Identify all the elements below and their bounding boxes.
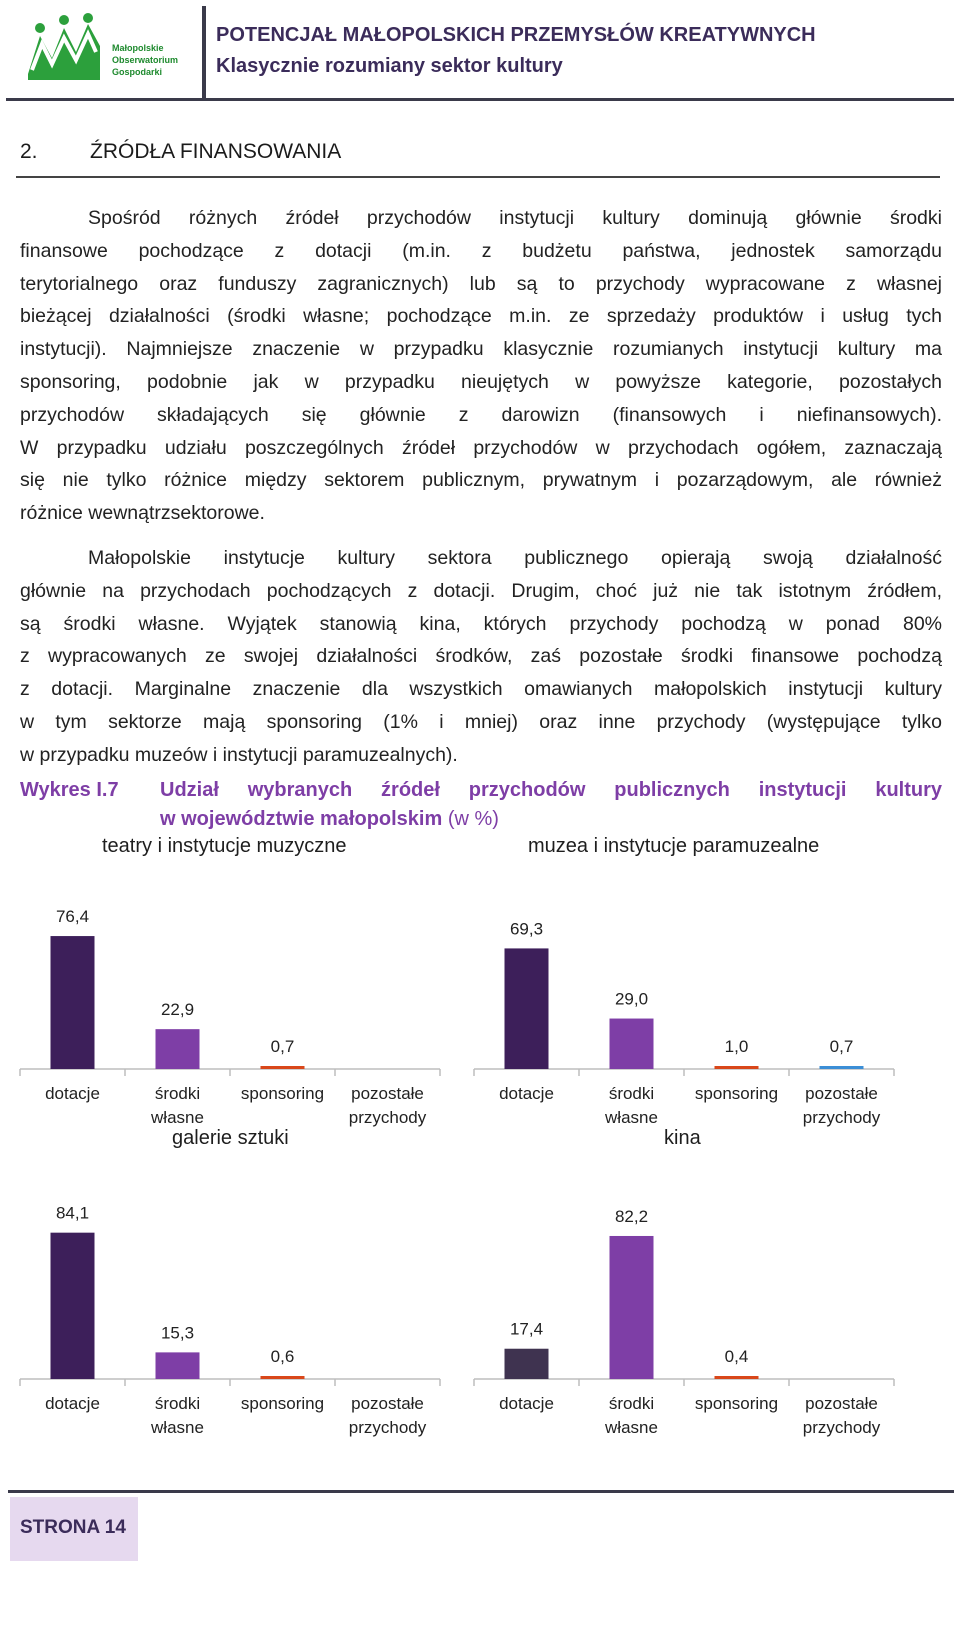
category-label: przychody [802, 1418, 881, 1437]
bar [261, 1376, 305, 1379]
bar [505, 948, 549, 1069]
data-label: 15,3 [160, 1323, 195, 1343]
bar [51, 936, 95, 1069]
category-label: środki [154, 1084, 201, 1103]
category-label: przychody [802, 1108, 881, 1127]
data-label: 17,4 [509, 1319, 544, 1339]
chart-title: kina [664, 1127, 701, 1149]
section-number: 2. [20, 140, 38, 163]
header-divider [202, 6, 206, 98]
data-label: 0,6 [270, 1347, 295, 1366]
data-label: 1,0 [724, 1037, 749, 1056]
paragraph-line: różnice wewnątrzsektorowe. [20, 502, 265, 525]
data-label: 29,0 [614, 989, 649, 1009]
bar [51, 1233, 95, 1379]
paragraph-line: przychodów składających się głównie z darowizn (finansowych i niefinansowych). [20, 403, 942, 426]
paragraph-line: W przypadku udziału poszczególnych źródeł przychodów w przychodach ogółem, zaznaczają [20, 436, 942, 459]
paragraph-line: głównie na przychodach pochodzących z dotacji. Drugim, choć już nie tak istotnym źródłem, [20, 579, 942, 602]
paragraph-line: z dotacji. Marginalne znaczenie dla wszystkich omawianych małopolskich instytucji kultury [20, 678, 942, 701]
category-label: pozostałe [351, 1394, 424, 1413]
page-header [16, 6, 954, 98]
chart-caption-title-line2: w województwie małopolskim (w %) [160, 808, 499, 830]
category-label: środki [608, 1394, 655, 1413]
logo-text: Małopolskie Obserwatorium Gospodarki [112, 43, 179, 77]
paragraph-line: sponsoring, podobnie jak w przypadku nieujętych w powyższe kategorie, pozostałych [20, 370, 942, 393]
paragraph-line: terytorialnego oraz funduszy zagranicznych) lub są to przychody wypracowane z własnej [20, 272, 942, 295]
data-label: 69,3 [509, 919, 544, 939]
chart-caption-title-line1: Udział wybranych źródeł przychodów publicznych instytucji kultury [160, 779, 942, 801]
chart-title: galerie sztuki [172, 1127, 289, 1149]
header-rule [6, 98, 954, 101]
bar [715, 1376, 759, 1379]
chart-plot-area [20, 867, 460, 1139]
category-label: dotacje [499, 1084, 554, 1103]
category-label: pozostałe [805, 1084, 878, 1103]
data-label: 0,7 [270, 1037, 295, 1056]
paragraph-line: Spośród różnych źródeł przychodów instytucji kultury dominują głównie środki [88, 207, 942, 229]
paragraph-line: się nie tylko różnice między sektorem publicznym, prywatnym i pozarządowym, ale również [20, 469, 942, 492]
chart-caption-label: Wykres I.7 [20, 779, 119, 801]
category-label: własne [605, 1418, 658, 1437]
category-label: przychody [348, 1108, 427, 1127]
footer-rule [8, 1490, 954, 1493]
paragraph-line: instytucji). Najmniejsze znaczenie w przypadku klasycznie rozumianych instytucji kultury ma [20, 338, 942, 361]
chart-caption-unit: (w %) [447, 808, 499, 830]
category-label: sponsoring [240, 1084, 325, 1103]
bar [715, 1066, 759, 1069]
chart-plot [20, 867, 460, 1139]
chart-title: muzea i instytucje paramuzealne [528, 835, 820, 857]
bar [156, 1352, 200, 1379]
section-heading [20, 140, 341, 164]
chart-plot [474, 867, 914, 1139]
paragraph-line: z wypracowanych ze swojej działalności środków, zaś pozostałe środki finansowe pochodzą [20, 645, 942, 668]
data-label: 22,9 [160, 1000, 195, 1020]
data-label: 82,2 [614, 1206, 649, 1226]
paragraph-line: bieżącej działalności (środki własne; pochodzące m.in. ze sprzedaży produktów i usług tych [20, 305, 942, 328]
bar [820, 1066, 864, 1069]
bar [610, 1236, 654, 1379]
section-rule [16, 176, 940, 178]
category-label: sponsoring [694, 1394, 779, 1413]
chart-title: teatry i instytucje muzyczne [102, 835, 347, 857]
paragraph-1 [20, 202, 942, 530]
category-label: przychody [348, 1418, 427, 1437]
data-label: 76,4 [55, 907, 90, 927]
page-number: STRONA 14 [20, 1517, 126, 1538]
bar [505, 1349, 549, 1379]
section-title: ŹRÓDŁA FINANSOWANIA [90, 140, 342, 163]
category-label: środki [154, 1394, 201, 1413]
chart-plot-area [474, 867, 914, 1139]
category-label: dotacje [45, 1084, 100, 1103]
category-label: sponsoring [240, 1394, 325, 1413]
category-label: własne [605, 1108, 658, 1127]
paragraph-line: w tym sektorze mają sponsoring (1% i mniej) oraz inne przychody (występujące tylko [20, 710, 942, 733]
chart-plot-area [20, 1159, 460, 1449]
category-label: dotacje [499, 1394, 554, 1413]
chart-plot-area [474, 1159, 914, 1449]
chart-plot [20, 1159, 460, 1449]
category-label: dotacje [45, 1394, 100, 1413]
category-label: pozostałe [351, 1084, 424, 1103]
data-label: 0,4 [724, 1347, 749, 1366]
paragraph-2 [20, 542, 942, 772]
paragraph-line: w przypadku muzeów i instytucji paramuzealnych). [20, 743, 458, 766]
header-subtitle: Klasycznie rozumiany sektor kultury [216, 55, 563, 77]
bar [261, 1066, 305, 1069]
category-label: sponsoring [694, 1084, 779, 1103]
paragraph-line: są środki własne. Wyjątek stanowią kina, których przychody pochodzą w ponad 80% [20, 612, 942, 635]
category-label: pozostałe [805, 1394, 878, 1413]
bar [610, 1019, 654, 1069]
chart-plot [474, 1159, 914, 1449]
paragraph-line: finansowe pochodzące z dotacji (m.in. z budżetu państwa, jednostek samorządu [20, 239, 942, 262]
category-label: środki [608, 1084, 655, 1103]
data-label: 0,7 [829, 1037, 854, 1056]
bar [156, 1029, 200, 1069]
logo-mark-icon [22, 12, 108, 92]
category-label: własne [151, 1108, 204, 1127]
data-label: 84,1 [55, 1203, 90, 1223]
header-title: POTENCJAŁ MAŁOPOLSKICH PRZEMYSŁÓW KREATYWNYCH [216, 24, 816, 46]
logo [22, 12, 202, 94]
paragraph-line: Małopolskie instytucje kultury sektora publicznego opierają swoją działalność [88, 547, 942, 569]
category-label: własne [151, 1418, 204, 1437]
